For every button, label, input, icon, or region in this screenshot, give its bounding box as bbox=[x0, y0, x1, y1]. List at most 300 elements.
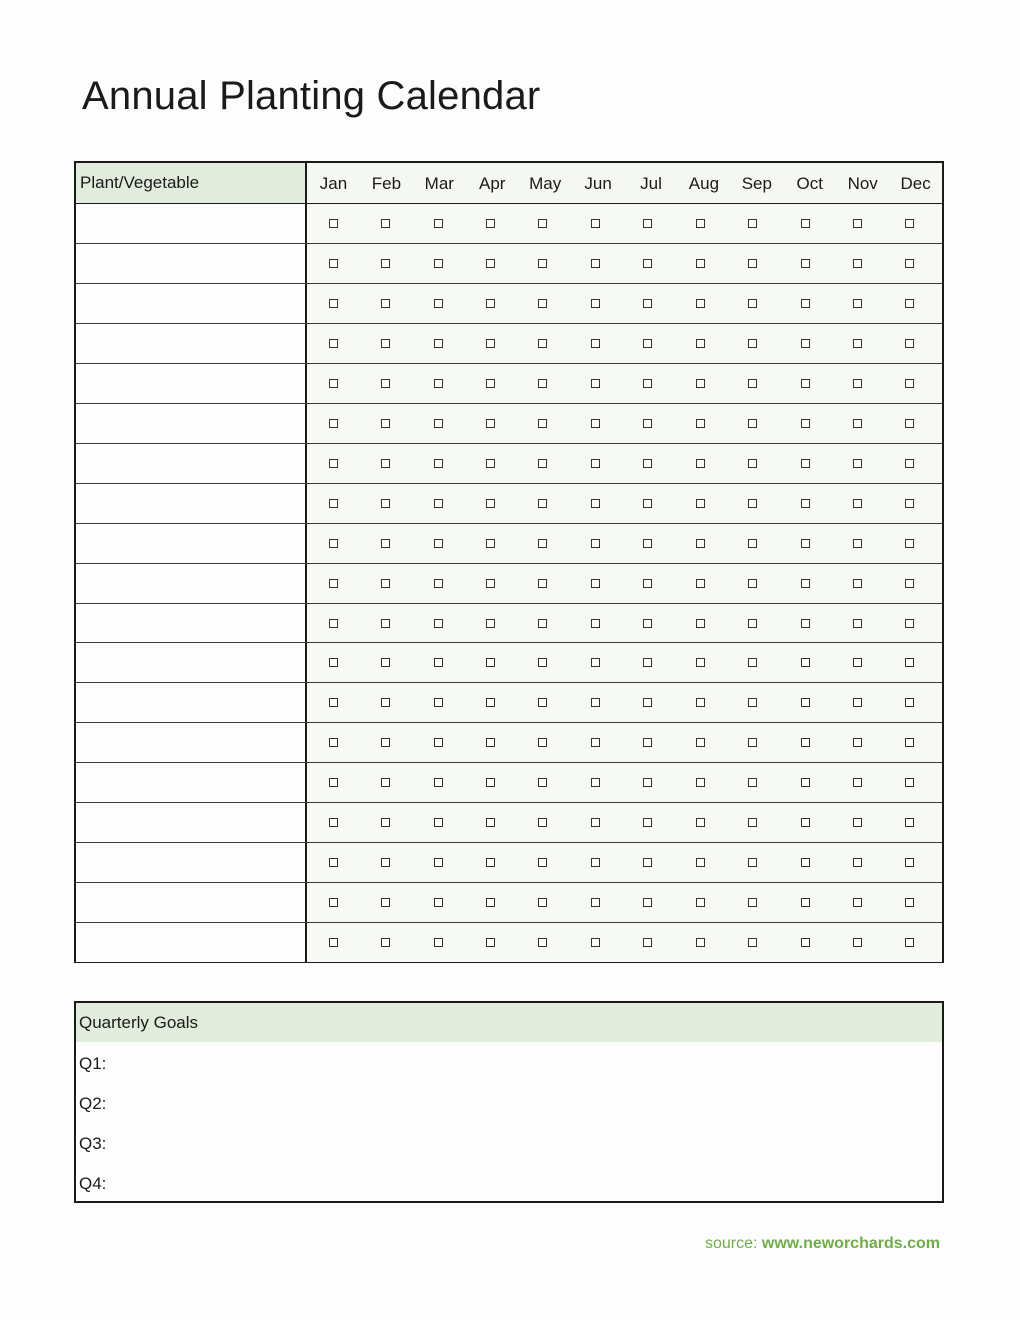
month-checkbox[interactable] bbox=[748, 858, 757, 867]
plant-name-cell[interactable] bbox=[76, 564, 307, 603]
month-checkbox[interactable] bbox=[905, 738, 914, 747]
month-checkbox[interactable] bbox=[591, 219, 600, 228]
month-checkbox[interactable] bbox=[329, 818, 338, 827]
plant-name-cell[interactable] bbox=[76, 204, 307, 243]
month-checkbox[interactable] bbox=[905, 658, 914, 667]
month-checkbox[interactable] bbox=[434, 379, 443, 388]
goal-row-q4[interactable]: Q4: bbox=[79, 1174, 107, 1193]
month-cell-apr bbox=[464, 404, 516, 443]
month-cell-jul bbox=[622, 923, 674, 962]
month-checkbox[interactable] bbox=[853, 539, 862, 548]
month-checkbox[interactable] bbox=[748, 259, 757, 268]
month-checkbox[interactable] bbox=[801, 499, 810, 508]
month-checkbox[interactable] bbox=[591, 419, 600, 428]
month-checkbox[interactable] bbox=[905, 459, 914, 468]
month-cell-aug bbox=[674, 763, 726, 802]
month-checkbox[interactable] bbox=[853, 339, 862, 348]
month-cell-may bbox=[517, 324, 569, 363]
month-checkbox[interactable] bbox=[591, 339, 600, 348]
month-checkbox[interactable] bbox=[329, 579, 338, 588]
plant-name-cell[interactable] bbox=[76, 883, 307, 922]
month-checkbox[interactable] bbox=[591, 259, 600, 268]
month-checkbox[interactable] bbox=[591, 539, 600, 548]
month-checkbox[interactable] bbox=[643, 499, 652, 508]
month-checkbox[interactable] bbox=[801, 219, 810, 228]
month-checkbox-group bbox=[307, 683, 942, 722]
month-checkbox[interactable] bbox=[905, 579, 914, 588]
month-checkbox[interactable] bbox=[486, 658, 495, 667]
month-checkbox[interactable] bbox=[434, 619, 443, 628]
month-checkbox[interactable] bbox=[329, 658, 338, 667]
month-checkbox[interactable] bbox=[434, 419, 443, 428]
month-checkbox[interactable] bbox=[643, 219, 652, 228]
month-checkbox[interactable] bbox=[643, 938, 652, 947]
month-checkbox[interactable] bbox=[381, 499, 390, 508]
month-checkbox[interactable] bbox=[434, 778, 443, 787]
month-checkbox[interactable] bbox=[801, 898, 810, 907]
month-checkbox[interactable] bbox=[643, 619, 652, 628]
month-checkbox[interactable] bbox=[801, 579, 810, 588]
month-checkbox[interactable] bbox=[329, 619, 338, 628]
month-checkbox[interactable] bbox=[748, 579, 757, 588]
month-cell-dec bbox=[884, 803, 936, 842]
month-checkbox[interactable] bbox=[329, 778, 338, 787]
month-checkbox[interactable] bbox=[329, 219, 338, 228]
month-checkbox[interactable] bbox=[748, 898, 757, 907]
month-checkbox[interactable] bbox=[538, 539, 547, 548]
month-checkbox[interactable] bbox=[696, 778, 705, 787]
month-checkbox[interactable] bbox=[643, 259, 652, 268]
month-checkbox[interactable] bbox=[853, 658, 862, 667]
month-checkbox[interactable] bbox=[329, 539, 338, 548]
month-checkbox[interactable] bbox=[486, 579, 495, 588]
month-checkbox[interactable] bbox=[696, 818, 705, 827]
month-checkbox[interactable] bbox=[905, 778, 914, 787]
month-checkbox[interactable] bbox=[853, 698, 862, 707]
month-checkbox[interactable] bbox=[486, 738, 495, 747]
month-checkbox[interactable] bbox=[801, 299, 810, 308]
month-cell-jul bbox=[622, 524, 674, 563]
month-checkbox[interactable] bbox=[801, 738, 810, 747]
month-checkbox[interactable] bbox=[801, 459, 810, 468]
month-checkbox[interactable] bbox=[643, 539, 652, 548]
month-checkbox[interactable] bbox=[329, 299, 338, 308]
month-checkbox[interactable] bbox=[696, 299, 705, 308]
month-checkbox[interactable] bbox=[696, 379, 705, 388]
month-checkbox[interactable] bbox=[905, 698, 914, 707]
month-checkbox[interactable] bbox=[801, 858, 810, 867]
month-cell-oct bbox=[779, 843, 831, 882]
month-checkbox[interactable] bbox=[696, 698, 705, 707]
month-checkbox[interactable] bbox=[591, 938, 600, 947]
month-cell-feb bbox=[359, 324, 411, 363]
month-checkbox[interactable] bbox=[434, 938, 443, 947]
month-checkbox[interactable] bbox=[853, 379, 862, 388]
goal-row-q2[interactable]: Q2: bbox=[79, 1094, 107, 1113]
month-checkbox[interactable] bbox=[538, 738, 547, 747]
month-checkbox[interactable] bbox=[643, 778, 652, 787]
table-row bbox=[76, 722, 942, 762]
month-checkbox[interactable] bbox=[696, 938, 705, 947]
month-checkbox[interactable] bbox=[329, 938, 338, 947]
month-checkbox[interactable] bbox=[381, 818, 390, 827]
plant-name-cell[interactable] bbox=[76, 643, 307, 682]
month-checkbox[interactable] bbox=[434, 459, 443, 468]
month-checkbox[interactable] bbox=[905, 379, 914, 388]
month-checkbox-group bbox=[307, 923, 942, 962]
month-checkbox[interactable] bbox=[801, 818, 810, 827]
month-cell-jul bbox=[622, 763, 674, 802]
month-checkbox[interactable] bbox=[434, 259, 443, 268]
table-row bbox=[76, 323, 942, 363]
month-checkbox[interactable] bbox=[696, 738, 705, 747]
month-checkbox[interactable] bbox=[538, 698, 547, 707]
month-cell-oct bbox=[779, 284, 831, 323]
month-checkbox[interactable] bbox=[748, 938, 757, 947]
plant-name-cell[interactable] bbox=[76, 683, 307, 722]
month-checkbox[interactable] bbox=[748, 459, 757, 468]
month-checkbox[interactable] bbox=[591, 698, 600, 707]
month-checkbox[interactable] bbox=[486, 938, 495, 947]
month-checkbox[interactable] bbox=[643, 738, 652, 747]
month-checkbox[interactable] bbox=[905, 339, 914, 348]
month-checkbox[interactable] bbox=[696, 619, 705, 628]
month-checkbox[interactable] bbox=[591, 379, 600, 388]
month-checkbox[interactable] bbox=[381, 379, 390, 388]
month-checkbox[interactable] bbox=[381, 459, 390, 468]
month-checkbox[interactable] bbox=[591, 778, 600, 787]
month-checkbox[interactable] bbox=[905, 499, 914, 508]
month-checkbox[interactable] bbox=[329, 339, 338, 348]
month-checkbox[interactable] bbox=[381, 938, 390, 947]
month-checkbox[interactable] bbox=[538, 778, 547, 787]
month-header-jan: Jan bbox=[319, 174, 348, 193]
month-checkbox[interactable] bbox=[696, 898, 705, 907]
month-checkbox[interactable] bbox=[538, 658, 547, 667]
month-cell-may bbox=[517, 564, 569, 603]
month-cell-dec bbox=[884, 404, 936, 443]
month-header-apr: Apr bbox=[478, 174, 506, 193]
month-checkbox[interactable] bbox=[905, 259, 914, 268]
month-checkbox[interactable] bbox=[434, 738, 443, 747]
month-checkbox[interactable] bbox=[696, 499, 705, 508]
month-checkbox[interactable] bbox=[486, 299, 495, 308]
plant-name-cell[interactable] bbox=[76, 324, 307, 363]
month-checkbox[interactable] bbox=[434, 499, 443, 508]
month-checkbox[interactable] bbox=[801, 778, 810, 787]
month-checkbox[interactable] bbox=[381, 539, 390, 548]
month-checkbox[interactable] bbox=[486, 499, 495, 508]
month-checkbox[interactable] bbox=[381, 619, 390, 628]
plant-name-cell[interactable] bbox=[76, 763, 307, 802]
month-checkbox[interactable] bbox=[643, 299, 652, 308]
month-checkbox[interactable] bbox=[381, 738, 390, 747]
month-checkbox[interactable] bbox=[486, 379, 495, 388]
month-checkbox[interactable] bbox=[905, 619, 914, 628]
month-checkbox[interactable] bbox=[748, 738, 757, 747]
month-cell-mar bbox=[412, 843, 464, 882]
month-cell-feb bbox=[359, 683, 411, 722]
month-checkbox[interactable] bbox=[905, 219, 914, 228]
month-checkbox[interactable] bbox=[381, 698, 390, 707]
month-checkbox[interactable] bbox=[591, 299, 600, 308]
month-checkbox[interactable] bbox=[486, 339, 495, 348]
month-cell-apr bbox=[464, 204, 516, 243]
month-checkbox[interactable] bbox=[748, 219, 757, 228]
month-checkbox[interactable] bbox=[538, 579, 547, 588]
month-checkbox[interactable] bbox=[434, 299, 443, 308]
month-cell-jun bbox=[569, 763, 621, 802]
month-cell-nov bbox=[831, 284, 883, 323]
month-checkbox[interactable] bbox=[748, 419, 757, 428]
month-checkbox[interactable] bbox=[696, 539, 705, 548]
month-checkbox[interactable] bbox=[801, 539, 810, 548]
month-checkbox[interactable] bbox=[434, 219, 443, 228]
month-checkbox[interactable] bbox=[748, 818, 757, 827]
month-checkbox[interactable] bbox=[591, 658, 600, 667]
month-checkbox[interactable] bbox=[381, 299, 390, 308]
month-checkbox[interactable] bbox=[853, 419, 862, 428]
month-checkbox[interactable] bbox=[853, 778, 862, 787]
month-checkbox[interactable] bbox=[486, 419, 495, 428]
month-checkbox[interactable] bbox=[748, 379, 757, 388]
month-checkbox[interactable] bbox=[486, 619, 495, 628]
month-checkbox[interactable] bbox=[381, 579, 390, 588]
month-checkbox[interactable] bbox=[853, 938, 862, 947]
month-cell-may bbox=[517, 803, 569, 842]
month-checkbox[interactable] bbox=[591, 459, 600, 468]
month-checkbox[interactable] bbox=[538, 898, 547, 907]
month-checkbox[interactable] bbox=[905, 898, 914, 907]
month-checkbox[interactable] bbox=[696, 459, 705, 468]
month-cell-nov bbox=[831, 683, 883, 722]
plant-name-cell[interactable] bbox=[76, 803, 307, 842]
month-checkbox[interactable] bbox=[696, 658, 705, 667]
month-checkbox[interactable] bbox=[696, 339, 705, 348]
month-cell-feb bbox=[359, 404, 411, 443]
month-checkbox[interactable] bbox=[486, 259, 495, 268]
plant-name-cell[interactable] bbox=[76, 604, 307, 643]
month-checkbox[interactable] bbox=[591, 738, 600, 747]
month-checkbox[interactable] bbox=[538, 259, 547, 268]
month-checkbox[interactable] bbox=[905, 938, 914, 947]
month-checkbox[interactable] bbox=[905, 818, 914, 827]
month-checkbox[interactable] bbox=[853, 858, 862, 867]
plant-name-cell[interactable] bbox=[76, 484, 307, 523]
month-checkbox[interactable] bbox=[748, 778, 757, 787]
month-cell-apr bbox=[464, 843, 516, 882]
month-checkbox[interactable] bbox=[381, 898, 390, 907]
plant-name-cell[interactable] bbox=[76, 404, 307, 443]
plant-name-cell[interactable] bbox=[76, 444, 307, 483]
month-checkbox[interactable] bbox=[748, 339, 757, 348]
month-checkbox[interactable] bbox=[801, 938, 810, 947]
month-checkbox[interactable] bbox=[853, 219, 862, 228]
month-checkbox[interactable] bbox=[643, 818, 652, 827]
month-checkbox[interactable] bbox=[853, 898, 862, 907]
month-checkbox[interactable] bbox=[591, 499, 600, 508]
month-checkbox[interactable] bbox=[381, 339, 390, 348]
month-cell-oct bbox=[779, 604, 831, 643]
month-checkbox[interactable] bbox=[329, 259, 338, 268]
month-checkbox[interactable] bbox=[853, 818, 862, 827]
month-cell-feb bbox=[359, 643, 411, 682]
month-checkbox[interactable] bbox=[696, 419, 705, 428]
month-cell-may bbox=[517, 763, 569, 802]
month-checkbox[interactable] bbox=[538, 499, 547, 508]
month-checkbox[interactable] bbox=[486, 219, 495, 228]
month-checkbox[interactable] bbox=[853, 738, 862, 747]
month-checkbox[interactable] bbox=[486, 459, 495, 468]
month-checkbox[interactable] bbox=[748, 539, 757, 548]
month-checkbox[interactable] bbox=[801, 619, 810, 628]
month-checkbox[interactable] bbox=[696, 259, 705, 268]
plant-name-cell[interactable] bbox=[76, 524, 307, 563]
month-checkbox[interactable] bbox=[329, 738, 338, 747]
month-checkbox[interactable] bbox=[591, 619, 600, 628]
month-cell-dec bbox=[884, 763, 936, 802]
month-checkbox-group bbox=[307, 604, 942, 643]
month-checkbox[interactable] bbox=[538, 459, 547, 468]
month-checkbox[interactable] bbox=[538, 619, 547, 628]
plant-name-cell[interactable] bbox=[76, 364, 307, 403]
month-checkbox[interactable] bbox=[329, 698, 338, 707]
month-checkbox[interactable] bbox=[434, 898, 443, 907]
month-checkbox[interactable] bbox=[329, 898, 338, 907]
month-checkbox[interactable] bbox=[434, 858, 443, 867]
month-checkbox[interactable] bbox=[643, 339, 652, 348]
month-checkbox[interactable] bbox=[801, 379, 810, 388]
month-cell-jun bbox=[569, 604, 621, 643]
plant-name-cell[interactable] bbox=[76, 284, 307, 323]
month-checkbox[interactable] bbox=[643, 858, 652, 867]
month-checkbox[interactable] bbox=[486, 898, 495, 907]
month-checkbox[interactable] bbox=[643, 379, 652, 388]
month-checkbox[interactable] bbox=[643, 579, 652, 588]
month-checkbox[interactable] bbox=[381, 778, 390, 787]
month-checkbox[interactable] bbox=[329, 499, 338, 508]
month-checkbox[interactable] bbox=[538, 419, 547, 428]
month-checkbox-group bbox=[307, 643, 942, 682]
plant-name-cell[interactable] bbox=[76, 843, 307, 882]
month-checkbox[interactable] bbox=[381, 858, 390, 867]
month-checkbox[interactable] bbox=[905, 419, 914, 428]
month-cell-aug bbox=[674, 883, 726, 922]
plant-name-cell[interactable] bbox=[76, 244, 307, 283]
month-checkbox[interactable] bbox=[486, 698, 495, 707]
month-checkbox[interactable] bbox=[643, 898, 652, 907]
month-checkbox[interactable] bbox=[329, 459, 338, 468]
month-checkbox[interactable] bbox=[591, 858, 600, 867]
month-checkbox[interactable] bbox=[853, 499, 862, 508]
month-checkbox[interactable] bbox=[591, 818, 600, 827]
month-cell-apr bbox=[464, 723, 516, 762]
month-checkbox[interactable] bbox=[538, 858, 547, 867]
month-cell-dec bbox=[884, 284, 936, 323]
goal-row-q3[interactable]: Q3: bbox=[79, 1134, 107, 1153]
table-header-row bbox=[76, 163, 942, 204]
month-checkbox[interactable] bbox=[748, 499, 757, 508]
plant-name-cell[interactable] bbox=[76, 923, 307, 962]
month-checkbox[interactable] bbox=[853, 299, 862, 308]
month-checkbox[interactable] bbox=[329, 379, 338, 388]
month-checkbox[interactable] bbox=[853, 459, 862, 468]
month-checkbox[interactable] bbox=[801, 698, 810, 707]
source-url-link[interactable]: www.neworchards.com bbox=[761, 1235, 940, 1252]
month-checkbox[interactable] bbox=[853, 579, 862, 588]
month-checkbox[interactable] bbox=[486, 818, 495, 827]
month-checkbox[interactable] bbox=[486, 858, 495, 867]
month-checkbox[interactable] bbox=[434, 658, 443, 667]
month-checkbox[interactable] bbox=[748, 698, 757, 707]
month-checkbox[interactable] bbox=[643, 658, 652, 667]
month-cell-may bbox=[517, 643, 569, 682]
month-checkbox[interactable] bbox=[853, 619, 862, 628]
month-checkbox[interactable] bbox=[434, 698, 443, 707]
month-checkbox[interactable] bbox=[643, 698, 652, 707]
month-checkbox[interactable] bbox=[801, 658, 810, 667]
month-checkbox[interactable] bbox=[538, 379, 547, 388]
month-checkbox[interactable] bbox=[538, 339, 547, 348]
table-row bbox=[76, 802, 942, 842]
month-checkbox[interactable] bbox=[591, 898, 600, 907]
month-checkbox[interactable] bbox=[486, 778, 495, 787]
month-checkbox[interactable] bbox=[538, 299, 547, 308]
month-checkbox[interactable] bbox=[696, 858, 705, 867]
month-cell-may bbox=[517, 723, 569, 762]
month-cell-oct bbox=[779, 244, 831, 283]
goal-row-q1[interactable]: Q1: bbox=[79, 1054, 107, 1073]
month-checkbox[interactable] bbox=[801, 419, 810, 428]
month-cell-oct bbox=[779, 643, 831, 682]
month-checkbox[interactable] bbox=[538, 219, 547, 228]
month-checkbox-group bbox=[307, 204, 942, 243]
month-checkbox[interactable] bbox=[696, 219, 705, 228]
month-checkbox[interactable] bbox=[643, 419, 652, 428]
month-checkbox[interactable] bbox=[905, 299, 914, 308]
month-checkbox[interactable] bbox=[329, 419, 338, 428]
month-checkbox[interactable] bbox=[381, 219, 390, 228]
month-checkbox[interactable] bbox=[801, 259, 810, 268]
month-cell-aug bbox=[674, 244, 726, 283]
month-checkbox[interactable] bbox=[434, 539, 443, 548]
month-checkbox[interactable] bbox=[434, 339, 443, 348]
month-cell-jul bbox=[622, 723, 674, 762]
month-checkbox[interactable] bbox=[643, 459, 652, 468]
month-checkbox[interactable] bbox=[748, 619, 757, 628]
month-checkbox[interactable] bbox=[329, 858, 338, 867]
month-cell-jul bbox=[622, 883, 674, 922]
month-checkbox[interactable] bbox=[381, 419, 390, 428]
month-checkbox[interactable] bbox=[538, 938, 547, 947]
month-checkbox[interactable] bbox=[434, 579, 443, 588]
month-checkbox[interactable] bbox=[381, 259, 390, 268]
month-checkbox[interactable] bbox=[801, 339, 810, 348]
month-checkbox[interactable] bbox=[905, 858, 914, 867]
month-checkbox[interactable] bbox=[748, 299, 757, 308]
month-checkbox[interactable] bbox=[381, 658, 390, 667]
month-checkbox[interactable] bbox=[696, 579, 705, 588]
month-checkbox[interactable] bbox=[853, 259, 862, 268]
month-checkbox[interactable] bbox=[486, 539, 495, 548]
month-checkbox[interactable] bbox=[538, 818, 547, 827]
month-checkbox[interactable] bbox=[591, 579, 600, 588]
plant-name-cell[interactable] bbox=[76, 723, 307, 762]
month-checkbox[interactable] bbox=[905, 539, 914, 548]
month-checkbox[interactable] bbox=[748, 658, 757, 667]
month-checkbox[interactable] bbox=[434, 818, 443, 827]
month-header-feb: Feb bbox=[371, 174, 402, 193]
